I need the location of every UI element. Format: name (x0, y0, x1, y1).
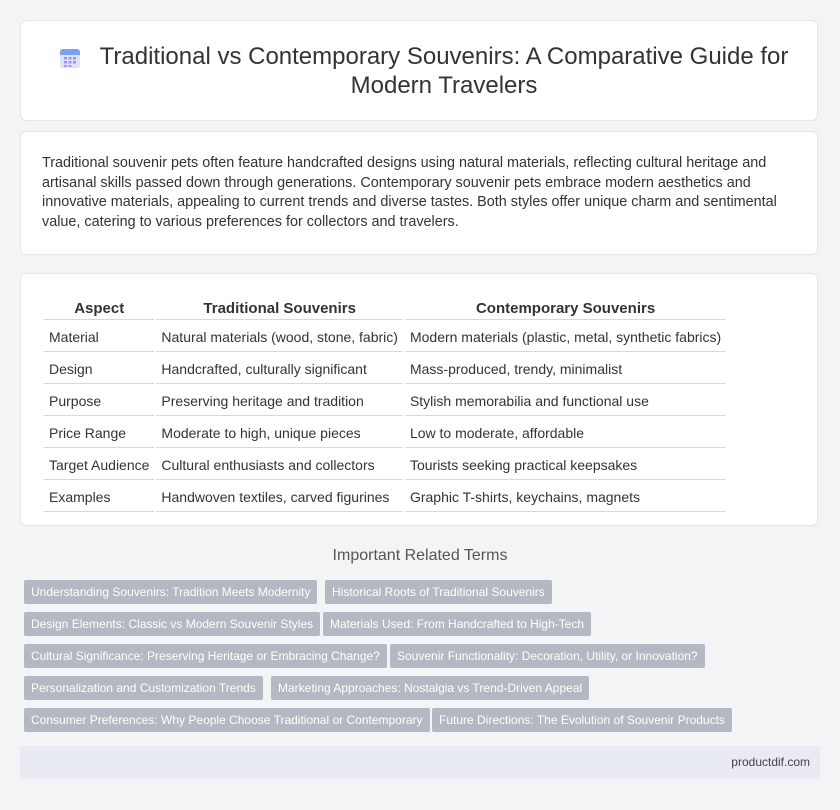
related-term-link[interactable]: Souvenir Functionality: Decoration, Utility, or Innovation? (390, 644, 705, 668)
related-term-link[interactable]: Consumer Preferences: Why People Choose Traditional or Contemporary (24, 708, 430, 732)
table-row (44, 354, 726, 384)
column-header: Aspect (44, 296, 154, 320)
related-term-link[interactable]: Understanding Souvenirs: Tradition Meets Modernity (24, 580, 317, 604)
page-title: Traditional vs Contemporary Souvenirs: A Comparative Guide for Modern Travelers (99, 43, 789, 99)
table-cell: Mass-produced, trendy, minimalist (405, 354, 726, 384)
intro-text: Traditional souvenir pets often feature handcrafted designs using natural materials, reflecting cultural heritage and artisanal skills passed down through generations. Contemporary souvenir pets embrace modern aesthetics and innovative materials, appealing to current trends and diverse tastes. Both styles offer unique charm and sentimental value, catering to various preferences for collectors and travelers. (42, 155, 777, 230)
table-cell: Target Audience (44, 450, 154, 480)
table-row (44, 482, 726, 512)
table-row (44, 450, 726, 480)
table-cell: Low to moderate, affordable (405, 418, 726, 448)
related-term-link[interactable]: Cultural Significance: Preserving Heritage or Embracing Change? (24, 644, 387, 668)
header-card (20, 20, 818, 121)
related-term-link[interactable]: Personalization and Customization Trends (24, 676, 263, 700)
table-cell: Tourists seeking practical keepsakes (405, 450, 726, 480)
related-term-link[interactable]: Future Directions: The Evolution of Souvenir Products (432, 708, 732, 732)
table-cell: Preserving heritage and tradition (156, 386, 403, 416)
table-cell: Purpose (44, 386, 154, 416)
table-cell: Handwoven textiles, carved figurines (156, 482, 403, 512)
calendar-icon (58, 46, 82, 70)
table-cell: Stylish memorabilia and functional use (405, 386, 726, 416)
column-header: Contemporary Souvenirs (405, 296, 726, 320)
table-cell: Material (44, 322, 154, 352)
table-cell: Moderate to high, unique pieces (156, 418, 403, 448)
table-cell: Natural materials (wood, stone, fabric) (156, 322, 403, 352)
table-cell: Price Range (44, 418, 154, 448)
column-header: Traditional Souvenirs (156, 296, 403, 320)
table-cell: Handcrafted, culturally significant (156, 354, 403, 384)
table-cell: Examples (44, 482, 154, 512)
comparison-card (20, 273, 818, 526)
related-term-link[interactable]: Historical Roots of Traditional Souvenirs (325, 580, 552, 604)
table-header-row (44, 296, 726, 320)
intro-card (20, 131, 818, 255)
table-cell: Design (44, 354, 154, 384)
footer (20, 746, 820, 779)
related-term-link[interactable]: Design Elements: Classic vs Modern Souvenir Styles (24, 612, 320, 636)
related-term-link[interactable]: Materials Used: From Handcrafted to High-Tech (323, 612, 591, 636)
comparison-table (42, 294, 728, 514)
table-row (44, 418, 726, 448)
table-row (44, 386, 726, 416)
table-cell: Graphic T-shirts, keychains, magnets (405, 482, 726, 512)
footer-site[interactable]: productdif.com (731, 755, 810, 769)
related-terms-title: Important Related Terms (332, 547, 508, 564)
related-term-link[interactable]: Marketing Approaches: Nostalgia vs Trend-Driven Appeal (271, 676, 589, 700)
table-cell: Modern materials (plastic, metal, synthetic fabrics) (405, 322, 726, 352)
table-cell: Cultural enthusiasts and collectors (156, 450, 403, 480)
table-row (44, 322, 726, 352)
